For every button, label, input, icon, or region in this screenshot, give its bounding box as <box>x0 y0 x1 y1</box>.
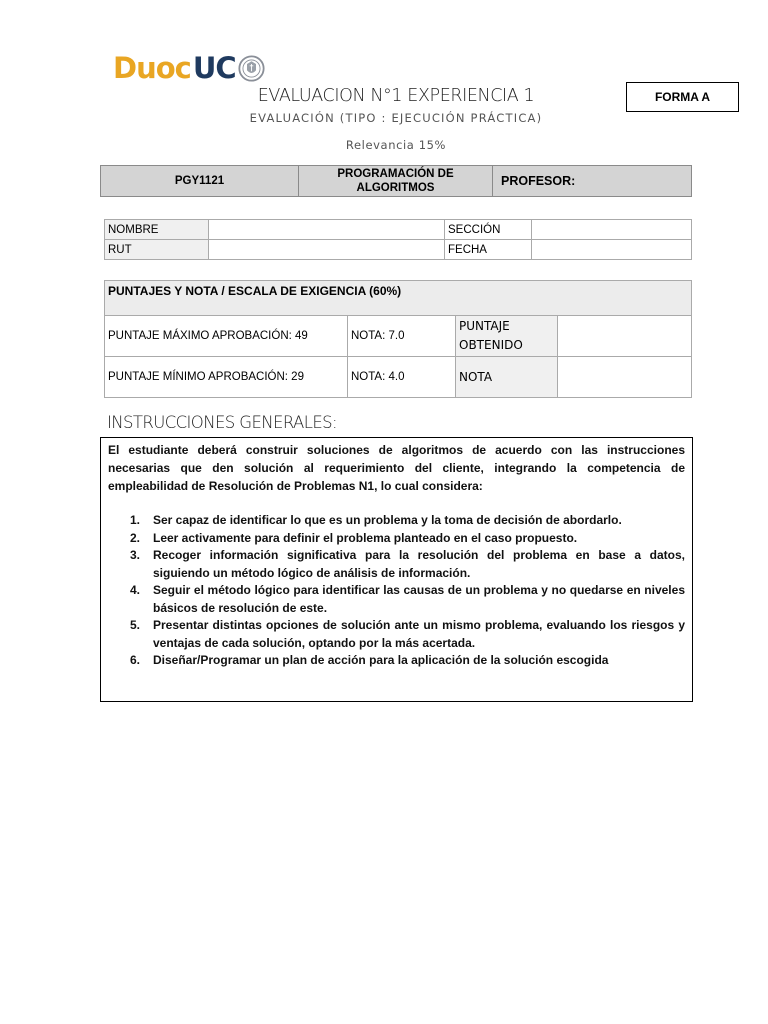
forma-label: FORMA A <box>626 82 739 112</box>
page-subtitle: EVALUACIÓN (TIPO : EJECUCIÓN PRÁCTICA) <box>249 111 543 125</box>
list-item <box>130 512 685 530</box>
student-info-table <box>104 219 692 260</box>
instructions-heading: INSTRUCCIONES GENERALES: <box>107 413 337 432</box>
course-code: PGY1121 <box>101 166 299 197</box>
rut-field[interactable] <box>209 240 445 260</box>
relevance-label: Relevancia 15% <box>345 138 447 152</box>
list-item-number: 1. <box>130 513 141 527</box>
list-item <box>130 530 685 548</box>
fecha-label: FECHA <box>445 240 532 260</box>
rut-label: RUT <box>105 240 209 260</box>
list-item-text: Diseñar/Programar un plan de acción para la aplicación de la solución escogida <box>153 653 609 667</box>
obtained-score-label <box>456 316 558 357</box>
logo-text-duoc: Duoc <box>113 51 191 85</box>
max-score-label: PUNTAJE MÁXIMO APROBACIÓN: 49 <box>105 316 348 357</box>
seccion-label: SECCIÓN <box>445 220 532 240</box>
max-grade-label: NOTA: 7.0 <box>348 316 456 357</box>
seccion-field[interactable] <box>532 220 692 240</box>
instructions-list <box>130 512 685 670</box>
list-item <box>130 582 685 617</box>
obtained-score-field[interactable] <box>558 316 692 357</box>
list-item <box>130 652 685 670</box>
list-item-number: 5. <box>130 618 141 632</box>
duoc-uc-logo <box>113 48 265 88</box>
final-grade-field[interactable] <box>558 357 692 398</box>
list-item-text: Leer activamente para definir el problema planteado en el caso propuesto. <box>153 530 578 545</box>
list-item-text: Ser capaz de identificar lo que es un problema y la toma de decisión de abordarlo. <box>153 513 622 527</box>
list-item-text: Presentar distintas opciones de solución ante un mismo problema, evaluando los riesgos y ventajas de cada solución, optando por la más acertada. <box>153 618 685 650</box>
instructions-box <box>100 437 693 702</box>
list-item-number: 4. <box>130 583 141 597</box>
intro-text: El estudiante deberá construir soluciones de algoritmos de acuerdo con las instrucciones necesarias que den solución al requerimiento del cliente, integrando la competencia de empleabilidad de <box>108 443 685 493</box>
list-item-text: Seguir el método lógico para identificar las causas de un problema y no quedarse en niveles básicos de resolución de este. <box>153 583 685 615</box>
min-grade-label: NOTA: 4.0 <box>348 357 456 398</box>
scores-table <box>104 280 692 398</box>
page-title: EVALUACION N°1 EXPERIENCIA 1 <box>257 86 535 106</box>
list-item <box>130 547 685 582</box>
course-name-line1: PROGRAMACIÓN DE <box>337 168 454 180</box>
list-item-number: 2. <box>130 530 141 545</box>
nombre-label: NOMBRE <box>105 220 209 240</box>
list-item <box>130 617 685 652</box>
course-name <box>299 166 493 197</box>
course-header-table <box>100 165 692 197</box>
obtained-score-line1: PUNTAJE <box>459 319 510 333</box>
final-grade-label: NOTA <box>456 357 558 398</box>
course-name-line2: ALGORITMOS <box>356 182 435 194</box>
university-seal-icon <box>238 55 265 82</box>
fecha-field[interactable] <box>532 240 692 260</box>
scores-header: PUNTAJES Y NOTA / ESCALA DE EXIGENCIA (60%) <box>105 281 692 316</box>
instructions-intro <box>108 441 685 495</box>
professor-label: PROFESOR: <box>493 166 692 197</box>
nombre-field[interactable] <box>209 220 445 240</box>
intro-end-text: , lo cual considera: <box>374 479 483 493</box>
intro-bold-text: Resolución de Problemas N1 <box>208 479 375 493</box>
obtained-score-line2: OBTENIDO <box>459 338 523 352</box>
logo-text-uc: UC <box>192 51 236 85</box>
list-item-text: Recoger información significativa para la resolución del problema en base a datos, siguiendo un método lógico de análisis de información. <box>153 548 685 580</box>
list-item-number: 3. <box>130 548 141 562</box>
min-score-label: PUNTAJE MÍNIMO APROBACIÓN: 29 <box>105 357 348 398</box>
list-item-number: 6. <box>130 653 141 667</box>
